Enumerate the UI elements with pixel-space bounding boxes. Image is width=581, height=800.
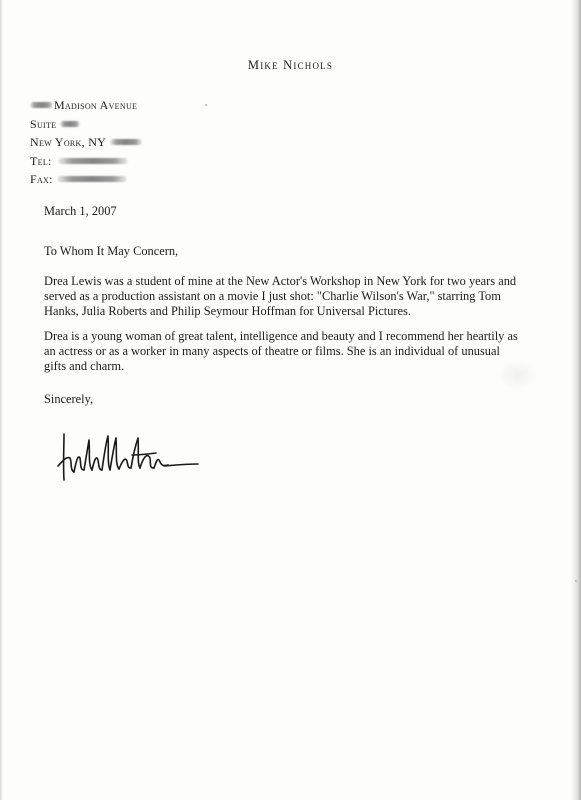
address-fax-label: Fax: — [30, 172, 53, 186]
redacted-fax — [57, 176, 127, 182]
address-tel-label: Tel: — [30, 153, 52, 168]
letter-date: March 1, 2007 — [44, 204, 117, 218]
address-city-line — [30, 133, 142, 152]
scan-shadow-left — [0, 0, 3, 800]
address-suite-line — [30, 115, 142, 134]
scan-shadow-right — [571, 0, 581, 800]
redacted-tel — [58, 158, 128, 164]
sender-address-block — [30, 96, 142, 189]
address-street: Madison Avenue — [54, 98, 138, 112]
redacted-street-number — [30, 102, 53, 108]
scan-speck — [575, 580, 577, 582]
letter-salutation: To Whom It May Concern, — [44, 244, 179, 258]
address-fax-line — [30, 170, 142, 189]
letter-closing: Sincerely, — [44, 392, 94, 406]
address-city: New York, NY — [30, 135, 107, 149]
handwritten-signature-icon — [52, 428, 202, 486]
letterhead-name: Mike Nichols — [247, 58, 334, 72]
letter-paragraph-2: Drea is a young woman of great talent, intelligence and beauty and I recommend her heartily as an actress or as a worker in many aspects of theatre or films. She is an individual of unusual gifts and charm. — [44, 329, 518, 373]
scan-smudge — [498, 360, 538, 390]
letter-paragraph-1: Drea Lewis was a student of mine at the New Actor's Workshop in New York for two years and served as a production assistant on a movie I just shot: "Charlie Wilson's War," starring Tom Hanks, Julia Roberts and Philip Seymour Hoffman for Universal Pictures. — [44, 274, 517, 318]
address-tel-line — [30, 152, 142, 171]
redacted-suite-number — [60, 121, 80, 127]
scan-speck — [205, 104, 207, 106]
address-street-line — [30, 96, 142, 115]
address-suite: Suite — [30, 116, 57, 131]
redacted-zip — [110, 139, 142, 145]
